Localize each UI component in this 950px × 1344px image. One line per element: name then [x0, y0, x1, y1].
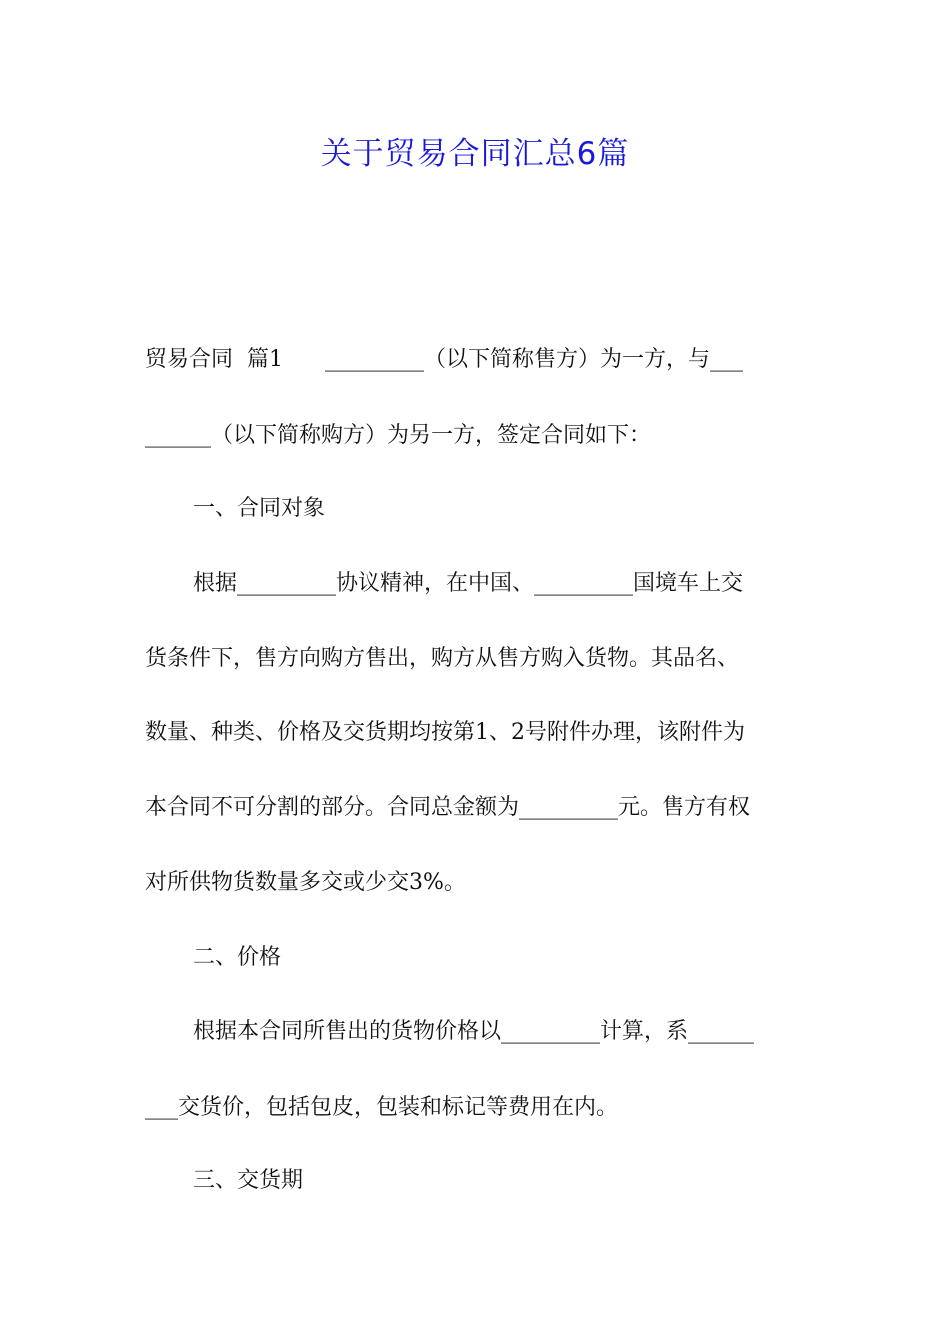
contract-intro-line-2: ______（以下简称购方）为另一方，签定合同如下：	[145, 423, 652, 448]
section-heading-3: 三、交货期	[193, 1168, 304, 1193]
contract-intro-line-1: 贸易合同 篇1 _________（以下简称售方）为一方，与___	[145, 347, 743, 372]
section-heading-2: 二、价格	[193, 945, 282, 970]
section-2-line-1: 根据本合同所售出的货物价格以_________计算，系______	[193, 1019, 755, 1044]
section-heading-1: 一、合同对象	[193, 496, 326, 521]
section-1-line-2: 货条件下，售方向购方售出，购方从售方购入货物。其品名、	[145, 646, 740, 671]
section-1-line-4: 本合同不可分割的部分。合同总金额为_________元。售方有权	[145, 795, 751, 820]
section-1-line-3: 数量、种类、价格及交货期均按第1、2号附件办理，该附件为	[145, 720, 745, 745]
section-2-line-2: ___交货价，包括包皮，包装和标记等费用在内。	[145, 1095, 619, 1120]
document-title: 关于贸易合同汇总6篇	[320, 136, 630, 172]
section-1-line-5: 对所供物货数量多交或少交3%。	[145, 870, 466, 895]
section-1-line-1: 根据_________协议精神，在中国、_________国境车上交	[193, 571, 744, 596]
